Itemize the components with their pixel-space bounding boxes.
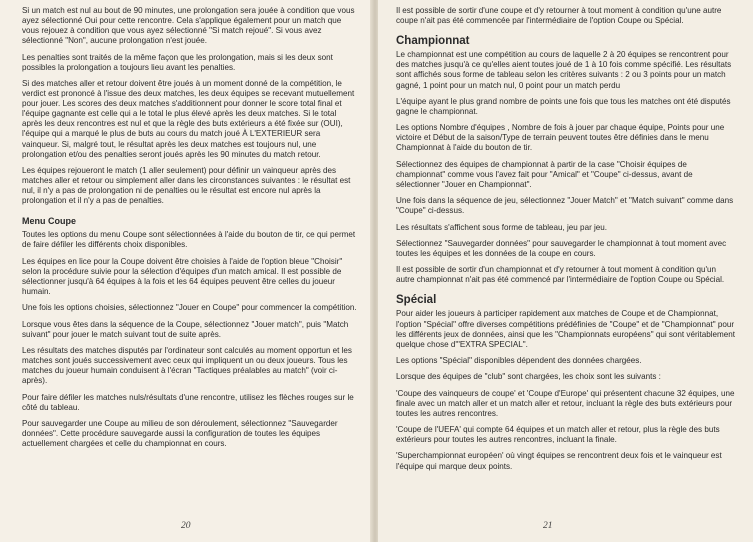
- right-page: [378, 0, 753, 542]
- section-heading-championnat: Championnat: [396, 35, 470, 48]
- left-page: [0, 0, 373, 542]
- paragraph: Les options "Spécial" disponibles dépendent des données chargées.: [396, 356, 642, 366]
- left-page-text: [22, 6, 358, 455]
- paragraph: Pour sauvegarder une Coupe au milieu de son déroulement, sélectionnez "Sauvegarder données". Cette procédure sauvegarde aussi la configuration de toutes les équipes actuellement chargées et celle du championnat en cours.: [22, 418, 338, 449]
- paragraph: Sélectionnez "Sauvegarder données" pour sauvegarder le championnat à tout moment avec toutes les équipes et les données de la coupe en cours.: [396, 238, 727, 258]
- paragraph: Une fois les options choisies, sélectionnez "Jouer en Coupe" pour commencer la compétition.: [22, 303, 357, 313]
- paragraph: Les résultats des matches disputés par l'ordinateur sont calculés au moment opportun et les matches sont joués successivement avec ceux qui impliquent un ou deux joueurs. Tous les matches du joueur humain conduisent à l'écran "Tactiques préalables au match" (voir ci-après).: [22, 345, 352, 386]
- paragraph: Les résultats s'affichent sous forme de tableau, jeu par jeu.: [396, 222, 608, 232]
- paragraph: Une fois dans la séquence de jeu, sélectionnez "Jouer Match" et "Match suivant" comme dans "Coupe" ci-dessus.: [396, 196, 734, 216]
- paragraph: Il est possible de sortir d'une coupe et d'y retourner à tout moment à condition qu'une autre coupe n'ait pas été commencée par l'intermédiaire de l'option Coupe ou Spécial.: [396, 6, 722, 26]
- section-heading-menu-coupe: Menu Coupe: [22, 216, 76, 227]
- page-number: 20: [181, 521, 191, 531]
- paragraph: Lorsque des équipes de "club" sont chargées, les choix sont les suivants :: [396, 372, 661, 382]
- paragraph: Si un match est nul au bout de 90 minutes, une prolongation sera jouée à condition que vous ayez sélectionné Oui pour cette rencontre. Cela s'applique également pour un match que vous rejouez à condition que vous ayez sélectionné "Si match rejoué". Si vous avez sélectionné "Non", aucune prolongation n'est jouée.: [22, 6, 355, 46]
- paragraph: Si des matches aller et retour doivent être joués à un moment donné de la compétition, le verdict est prononcé à l'issue des deux matches, les deux équipes se recevant mutuellement pour jouer. Les scores des deux matches s'additionnent pour donner le score total final et l'équipe gagnante est celle qui a le total le plus élevé après les deux matches. Si le total après les deux rencontres est nul et que la règle des buts extérieurs a été fixée sur (OUI), l'équipe qui a marqué le plus de buts au cours du match joué À L'EXTERIEUR sera vainqueur. Si, malgré tout, le résultat après les deux matches est toujours nul, une prolongation et/ou des penalties seront joués après les 90 minutes du match retour.: [22, 78, 355, 159]
- page-number: 21: [543, 521, 553, 531]
- paragraph: Lorsque vous êtes dans la séquence de la Coupe, sélectionnez "Jouer match", puis "Match suivant" pour jouer le match suivant tout de suite après.: [22, 319, 349, 339]
- paragraph: Les équipes rejoueront le match (1 aller seulement) pour définir un vainqueur après des matches aller et retour ou simplement aller dans les circonstances suivantes : le résultat est nul, il n'y a pas de prolongation ni de penalties ou le résultat est encore nul après la prolongation et il n'y a pas de penalties.: [22, 165, 351, 206]
- paragraph: Pour faire défiler les matches nuls/résultats d'une rencontre, utilisez les flèches rouges sur le côté du tableau.: [22, 392, 354, 412]
- paragraph: Pour aider les joueurs à participer rapidement aux matches de Coupe et de Championnat, l'option "Spécial" offre diverses compétitions prédéfinies de "Coupe" et de "Championnat" pour les différents jeux de données, ainsi que les "Championnats européens" qui sont véritablement quelque chose d'"EXTRA SPECIAL".: [396, 309, 736, 349]
- paragraph: Les penalties sont traités de la même façon que les prolongation, mais si les deux sont possibles la prolongation a toujours lieu avant les penalties.: [22, 52, 333, 72]
- paragraph: Les équipes en lice pour la Coupe doivent être choisies à l'aide de l'option bleue "Choisir" selon la procédure suivie pour la sélection d'équipes d'un match amical. Il est possible de sélectionner jusqu'à 64 équipes à la fois et les 64 équipes peuvent être celles du joueur humain.: [22, 256, 343, 296]
- paragraph: Le championnat est une compétition au cours de laquelle 2 à 20 équipes se rencontrent pour des matches jusqu'à ce qu'elles aient toutes joué de 1 à 10 fois comme spécifié. Les résultats sont affichés sous forme de tableau selon les critères suivants : 2 ou 3 points pour un match gagné, 1 point pour un match nul, 0 point pour un match perdu: [396, 50, 732, 90]
- paragraph: 'Coupe des vainqueurs de coupe' et 'Coupe d'Europe' qui présentent chacune 32 équipes, une finale avec un match aller et un match aller et retour, incluant la règle des buts extérieurs pour toutes les autres rencontres.: [396, 388, 735, 418]
- paragraph: Sélectionnez des équipes de championnat à partir de la case "Choisir équipes de championnat" comme vous l'avez fait pour "Amical" et "Coupe" ci-dessus, avant de sélectionner "Jouer en Championnat".: [396, 159, 693, 189]
- paragraph: 'Coupe de l'UEFA' qui compte 64 équipes et un match aller et retour, plus la règle des buts extérieurs pour toutes les autres rencontres, incluant la finale.: [396, 425, 720, 445]
- paragraph: Il est possible de sortir d'un championnat et d'y retourner à tout moment à condition qu'un autre championnat n'ait pas été commencé par l'intermédiaire de l'option Coupe ou Spécial.: [396, 265, 725, 285]
- paragraph: 'Superchampionnat européen' où vingt équipes se rencontrent deux fois et le vainqueur est l'équipe qui marque deux points.: [396, 451, 722, 471]
- section-heading-special: Spécial: [396, 294, 437, 307]
- paragraph: L'équipe ayant le plus grand nombre de points une fois que tous les matches ont été disputés gagne le championnat.: [396, 96, 731, 116]
- paragraph: Les options Nombre d'équipes , Nombre de fois à jouer par chaque équipe, Points pour une victoire et Début de la saison/Type de terrain peuvent toutes être définies dans le menu Championnat à l'aide du bouton de tir.: [396, 123, 725, 153]
- right-page-text: [396, 6, 736, 478]
- paragraph: Toutes les options du menu Coupe sont sélectionnées à l'aide du bouton de tir, ce qui permet de faire défiler les différents choix disponibles.: [22, 230, 356, 250]
